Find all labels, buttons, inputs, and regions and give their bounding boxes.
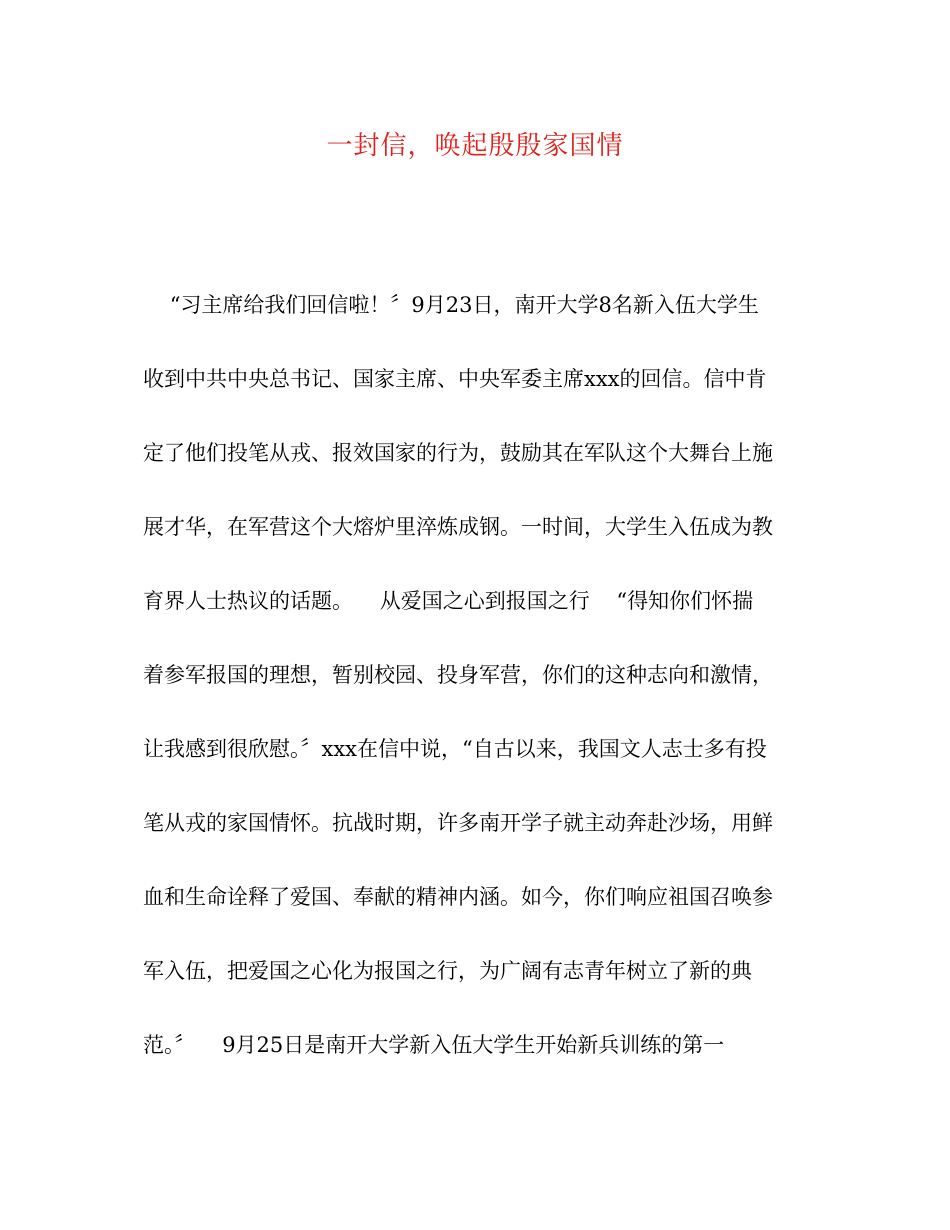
body-line: 展才华，在军营这个大熔炉里淬炼成钢。一时间，大学生入伍成为教 — [143, 515, 773, 539]
body-line: 收到中共中央总书记、国家主席、中央军委主席xxx的回信。信中肯 — [143, 367, 767, 391]
body-line: 让我感到很欣慰。〞xxx在信中说，“自古以来，我国文人志士多有投 — [143, 737, 767, 761]
body-line: 范。〞 9月25日是南开大学新入伍大学生开始新兵训练的第一 — [143, 1033, 725, 1057]
document-title: 一封信，唤起殷殷家国情 — [326, 131, 624, 161]
body-line: 育界人士热议的话题。 从爱国之心到报国之行 “得知你们怀揣 — [143, 589, 754, 613]
body-line: 军入伍，把爱国之心化为报国之行，为广阔有志青年树立了新的典 — [143, 959, 752, 983]
body-line: 笔从戎的家国情怀。抗战时期，许多南开学子就主动奔赴沙场，用鲜 — [143, 811, 773, 835]
body-line: 定了他们投笔从戎、报效国家的行为，鼓励其在军队这个大舞台上施 — [143, 441, 773, 465]
body-line: “习主席给我们回信啦！〞9月23日，南开大学8名新入伍大学生 — [143, 293, 759, 317]
body-line: 血和生命诠释了爱国、奉献的精神内涵。如今，你们响应祖国召唤参 — [143, 885, 773, 909]
body-line: 着参军报国的理想，暂别校园、投身军营，你们的这种志向和激情， — [143, 663, 773, 687]
